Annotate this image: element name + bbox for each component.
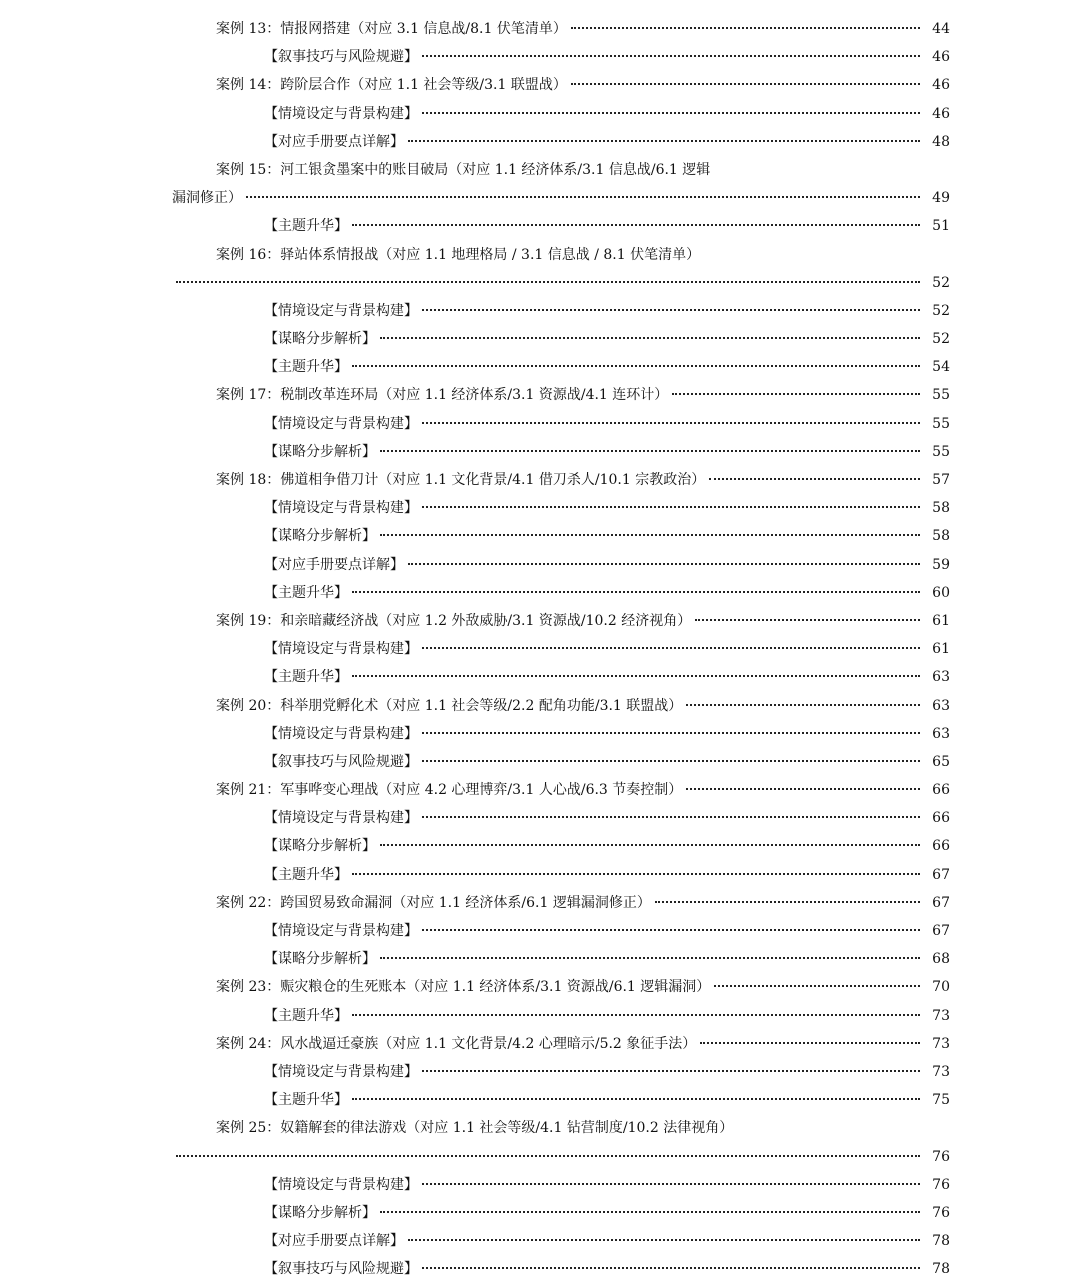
toc-section-entry[interactable] [0, 1002, 1080, 1030]
toc-section-entry[interactable] [0, 861, 1080, 889]
toc-page-number: 67 [932, 923, 950, 939]
toc-page-number: 46 [932, 49, 950, 66]
dot-leader [422, 759, 920, 762]
toc-entry-title: 【情境设定与背景构建】 [264, 810, 418, 827]
toc-page-number: 76 [932, 1148, 950, 1165]
toc-case-entry[interactable] [0, 607, 1080, 635]
toc-case-entry[interactable] [0, 776, 1080, 804]
toc-entry-title: 【情境设定与背景构建】 [264, 302, 418, 319]
toc-entry-title: 【主题升华】 [264, 584, 348, 601]
toc-page-number: 61 [932, 612, 950, 629]
dot-leader [352, 364, 920, 367]
toc-case-entry[interactable] [0, 973, 1080, 1001]
toc-entry-title: 【情境设定与背景构建】 [264, 725, 418, 742]
toc-entry-title: 【主题升华】 [264, 1092, 348, 1109]
toc-section-entry[interactable] [0, 43, 1080, 71]
dot-leader [422, 308, 920, 311]
toc-section-entry[interactable] [0, 804, 1080, 832]
toc-section-entry[interactable] [0, 522, 1080, 550]
dot-leader [422, 111, 920, 114]
toc-entry-title: 案例 15：河工银贪墨案中的账目破局（对应 1.1 经济体系/3.1 信息战/6.1 逻辑 [216, 161, 711, 178]
toc-page-number: 78 [932, 1261, 950, 1278]
dot-leader [422, 505, 920, 508]
toc-page-number: 48 [932, 133, 950, 150]
dot-leader [352, 872, 920, 875]
dot-leader [176, 280, 920, 283]
toc-page-number: 68 [932, 951, 950, 968]
dot-leader [422, 1069, 920, 1072]
toc-page-number: 55 [932, 443, 950, 460]
dot-leader [246, 195, 920, 198]
dot-leader [408, 139, 920, 142]
dot-leader [352, 590, 920, 593]
toc-entry-title: 【对应手册要点详解】 [264, 133, 404, 150]
toc-page-number: 66 [932, 810, 950, 827]
toc-section-entry[interactable] [0, 410, 1080, 438]
dot-leader [655, 900, 920, 903]
toc-case-entry[interactable] [0, 466, 1080, 494]
toc-entry-title: 【情境设定与背景构建】 [264, 923, 418, 939]
toc-page-number: 67 [932, 866, 950, 883]
toc-page-number: 54 [932, 359, 950, 376]
dot-leader [686, 703, 920, 706]
dot-leader [408, 562, 920, 565]
toc-section-entry[interactable] [0, 128, 1080, 156]
toc-section-entry[interactable] [0, 748, 1080, 776]
toc-section-entry[interactable] [0, 494, 1080, 522]
toc-page-number: 52 [932, 274, 950, 291]
table-of-contents [0, 15, 1080, 1283]
dot-leader [422, 421, 920, 424]
toc-section-entry[interactable] [0, 945, 1080, 973]
toc-page-number: 59 [932, 556, 950, 573]
toc-section-entry[interactable] [0, 1058, 1080, 1086]
toc-section-entry[interactable] [0, 663, 1080, 691]
toc-page-number: 51 [932, 218, 950, 235]
toc-entry-title: 【情境设定与背景构建】 [264, 415, 418, 432]
toc-entry-title: 【对应手册要点详解】 [264, 1233, 404, 1250]
toc-case-entry[interactable] [0, 1114, 1080, 1142]
toc-page-number: 73 [932, 1007, 950, 1024]
toc-page-number: 63 [932, 669, 950, 686]
dot-leader [380, 336, 920, 339]
toc-entry-title: 案例 21：军事哗变心理战（对应 4.2 心理博弈/3.1 人心战/6.3 节奏控制） [216, 782, 683, 799]
toc-case-entry[interactable] [0, 71, 1080, 99]
toc-entry-title: 案例 23：赈灾粮仓的生死账本（对应 1.1 经济体系/3.1 资源战/6.1 逻辑漏洞） [216, 979, 711, 996]
toc-section-entry[interactable] [0, 1255, 1080, 1283]
toc-page-number: 67 [932, 894, 950, 911]
toc-case-entry[interactable] [0, 692, 1080, 720]
toc-entry-title: 【情境设定与背景构建】 [264, 1176, 418, 1193]
toc-page-number: 63 [932, 697, 950, 714]
dot-leader [352, 1013, 920, 1016]
toc-page-number: 78 [932, 1233, 950, 1250]
dot-leader [176, 1154, 920, 1157]
toc-section-entry[interactable] [0, 551, 1080, 579]
toc-page-number: 66 [932, 838, 950, 855]
dot-leader [422, 1182, 920, 1185]
toc-section-entry[interactable] [0, 100, 1080, 128]
dot-leader [380, 533, 920, 536]
dot-leader [672, 392, 920, 395]
toc-page-number: 61 [932, 641, 950, 658]
dot-leader [714, 984, 920, 987]
toc-entry-title: 【对应手册要点详解】 [264, 556, 404, 573]
toc-page-number: 55 [932, 387, 950, 404]
toc-section-entry[interactable] [0, 579, 1080, 607]
toc-entry-title: 【叙事技巧与风险规避】 [264, 1261, 418, 1278]
toc-page-number: 52 [932, 302, 950, 319]
toc-entry-title: 【情境设定与背景构建】 [264, 1063, 418, 1080]
dot-leader [352, 223, 920, 226]
toc-page-number: 49 [932, 190, 950, 207]
toc-page-number: 65 [932, 753, 950, 770]
toc-section-entry[interactable] [0, 720, 1080, 748]
toc-page-number: 66 [932, 782, 950, 799]
toc-section-entry[interactable] [0, 832, 1080, 860]
toc-entry-title: 【主题升华】 [264, 1007, 348, 1024]
toc-entry-title: 【谋略分步解析】 [264, 331, 376, 348]
toc-entry-title: 【情境设定与背景构建】 [264, 500, 418, 517]
toc-case-entry-continuation[interactable] [0, 1143, 1080, 1171]
toc-page-number: 58 [932, 500, 950, 517]
toc-entry-title: 案例 25：奴籍解套的律法游戏（对应 1.1 社会等级/4.1 钻营制度/10.2 法律视角） [216, 1120, 734, 1137]
toc-page-number: 57 [932, 472, 950, 488]
dot-leader [695, 618, 920, 621]
toc-section-entry[interactable] [0, 438, 1080, 466]
toc-entry-title-continuation: 漏洞修正） [172, 190, 242, 207]
toc-case-entry-continuation[interactable] [0, 184, 1080, 212]
toc-section-entry[interactable] [0, 1227, 1080, 1255]
dot-leader [700, 1041, 920, 1044]
dot-leader [571, 82, 920, 85]
toc-entry-title: 【谋略分步解析】 [264, 443, 376, 460]
toc-entry-title: 案例 22：跨国贸易致命漏洞（对应 1.1 经济体系/6.1 逻辑漏洞修正） [216, 894, 651, 911]
dot-leader [422, 928, 920, 931]
toc-section-entry[interactable] [0, 1199, 1080, 1227]
toc-page-number: 73 [932, 1063, 950, 1080]
dot-leader [422, 1266, 920, 1269]
toc-section-entry[interactable] [0, 325, 1080, 353]
toc-case-entry[interactable] [0, 889, 1080, 917]
toc-page-number: 75 [932, 1092, 950, 1109]
toc-case-entry[interactable] [0, 156, 1080, 184]
toc-page-number: 70 [932, 979, 950, 996]
toc-entry-title: 案例 19：和亲暗藏经济战（对应 1.2 外敌威胁/3.1 资源战/10.2 经济视角） [216, 612, 692, 629]
toc-case-entry-continuation[interactable] [0, 269, 1080, 297]
toc-page-number: 46 [932, 105, 950, 122]
toc-page-number: 63 [932, 725, 950, 742]
toc-section-entry[interactable] [0, 917, 1080, 945]
toc-section-entry[interactable] [0, 1086, 1080, 1114]
dot-leader [352, 1097, 920, 1100]
dot-leader [422, 731, 920, 734]
dot-leader [571, 26, 920, 29]
toc-page-number: 73 [932, 1035, 950, 1052]
toc-entry-title: 【主题升华】 [264, 669, 348, 686]
toc-entry-title: 【谋略分步解析】 [264, 1204, 376, 1221]
toc-entry-title: 案例 16：驿站体系情报战（对应 1.1 地理格局 / 3.1 信息战 / 8.1 伏笔清单） [216, 246, 701, 263]
toc-entry-title: 案例 18：佛道相争借刀计（对应 1.1 文化背景/4.1 借刀杀人/10.1 宗教政治） [216, 472, 706, 488]
toc-case-entry[interactable] [0, 1030, 1080, 1058]
toc-entry-title: 【情境设定与背景构建】 [264, 641, 418, 658]
toc-page-number: 55 [932, 415, 950, 432]
toc-section-entry[interactable] [0, 297, 1080, 325]
toc-entry-title: 案例 13：情报网搭建（对应 3.1 信息战/8.1 伏笔清单） [216, 21, 567, 37]
toc-section-entry[interactable] [0, 353, 1080, 381]
dot-leader [709, 477, 920, 480]
toc-entry-title: 【主题升华】 [264, 218, 348, 235]
toc-entry-title: 案例 20：科举朋党孵化术（对应 1.1 社会等级/2.2 配角功能/3.1 联盟战） [216, 697, 683, 714]
toc-case-entry[interactable] [0, 381, 1080, 409]
dot-leader [686, 787, 920, 790]
toc-case-entry[interactable] [0, 15, 1080, 43]
toc-section-entry[interactable] [0, 635, 1080, 663]
toc-entry-title: 【主题升华】 [264, 866, 348, 883]
toc-page-number: 44 [932, 21, 950, 37]
toc-section-entry[interactable] [0, 212, 1080, 240]
toc-entry-title: 案例 24：风水战逼迁豪族（对应 1.1 文化背景/4.2 心理暗示/5.2 象征手法） [216, 1035, 697, 1052]
dot-leader [422, 646, 920, 649]
toc-entry-title: 【谋略分步解析】 [264, 951, 376, 968]
dot-leader [422, 815, 920, 818]
toc-page-number: 76 [932, 1176, 950, 1193]
dot-leader [352, 674, 920, 677]
toc-entry-title: 【主题升华】 [264, 359, 348, 376]
toc-page-number: 58 [932, 528, 950, 545]
toc-page-number: 52 [932, 331, 950, 348]
dot-leader [380, 956, 920, 959]
toc-entry-title: 【叙事技巧与风险规避】 [264, 49, 418, 66]
dot-leader [380, 843, 920, 846]
toc-section-entry[interactable] [0, 1171, 1080, 1199]
toc-page-number: 46 [932, 77, 950, 94]
toc-entry-title: 【谋略分步解析】 [264, 838, 376, 855]
dot-leader [422, 54, 920, 57]
toc-page-number: 76 [932, 1204, 950, 1221]
toc-entry-title: 案例 14：跨阶层合作（对应 1.1 社会等级/3.1 联盟战） [216, 77, 567, 94]
toc-case-entry[interactable] [0, 241, 1080, 269]
toc-page-number: 60 [932, 584, 950, 601]
dot-leader [380, 1210, 920, 1213]
toc-entry-title: 案例 17：税制改革连环局（对应 1.1 经济体系/3.1 资源战/4.1 连环计） [216, 387, 669, 404]
dot-leader [380, 449, 920, 452]
toc-entry-title: 【叙事技巧与风险规避】 [264, 753, 418, 770]
toc-entry-title: 【谋略分步解析】 [264, 528, 376, 545]
toc-entry-title: 【情境设定与背景构建】 [264, 105, 418, 122]
dot-leader [408, 1238, 920, 1241]
